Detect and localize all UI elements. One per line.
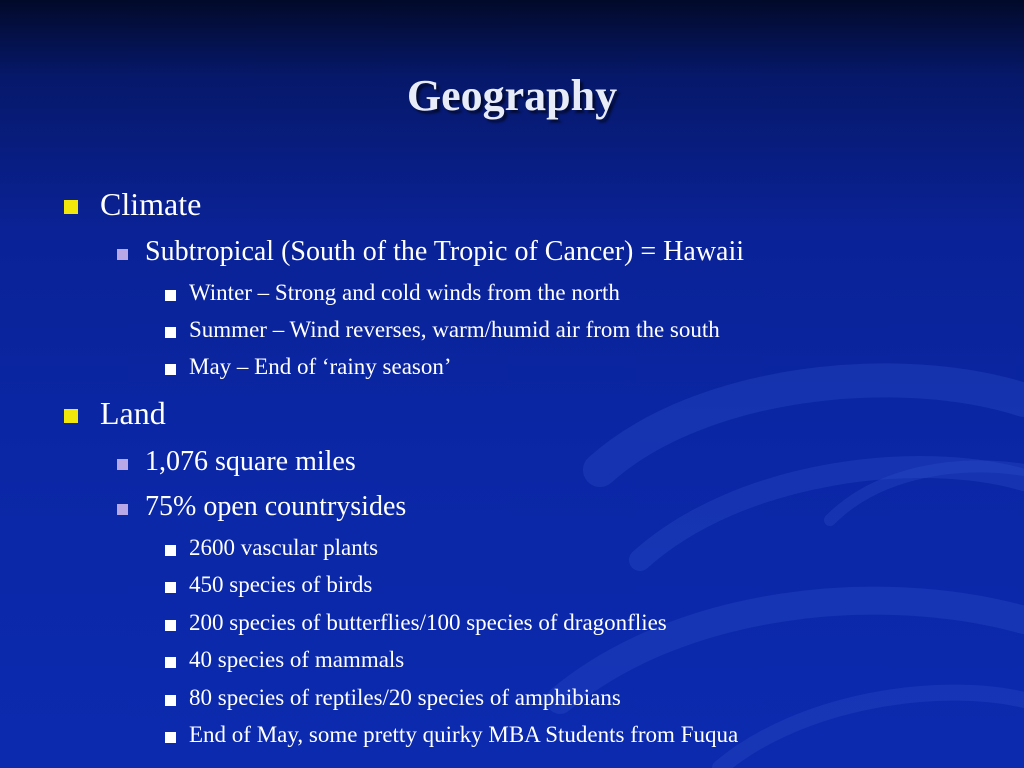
list-item: Winter – Strong and cold winds from the north <box>189 280 620 305</box>
bullet-square-icon <box>117 459 128 470</box>
bullet-square-icon <box>117 249 128 260</box>
bullet-square-icon <box>165 620 176 631</box>
list-item: 200 species of butterflies/100 species of dragonflies <box>189 610 667 635</box>
list-item: 80 species of reptiles/20 species of amphibians <box>189 685 621 710</box>
list-item: 450 species of birds <box>189 572 373 597</box>
section-heading-land: Land <box>100 395 166 431</box>
slide-title: Geography <box>406 71 618 120</box>
section-heading-climate: Climate <box>100 186 202 222</box>
bullet-square-icon <box>165 545 176 556</box>
list-item: End of May, some pretty quirky MBA Students from Fuqua <box>189 722 739 747</box>
list-item: Summer – Wind reverses, warm/humid air from the south <box>189 317 720 342</box>
list-item: 40 species of mammals <box>189 647 405 672</box>
list-item: Subtropical (South of the Tropic of Cancer) = Hawaii <box>145 236 745 267</box>
bullet-square-icon <box>64 409 78 423</box>
bullet-square-icon <box>117 504 128 515</box>
bullet-square-icon <box>165 364 176 375</box>
list-item: May – End of ‘rainy season’ <box>189 354 452 379</box>
bullet-square-icon <box>64 200 78 214</box>
bullet-square-icon <box>165 695 176 706</box>
list-item: 1,076 square miles <box>145 446 356 477</box>
list-item: 2600 vascular plants <box>189 535 379 560</box>
list-item: 75% open countrysides <box>145 491 407 522</box>
bullet-square-icon <box>165 327 176 338</box>
bullet-square-icon <box>165 732 176 743</box>
bullet-square-icon <box>165 582 176 593</box>
bullet-square-icon <box>165 290 176 301</box>
bullet-square-icon <box>165 657 176 668</box>
